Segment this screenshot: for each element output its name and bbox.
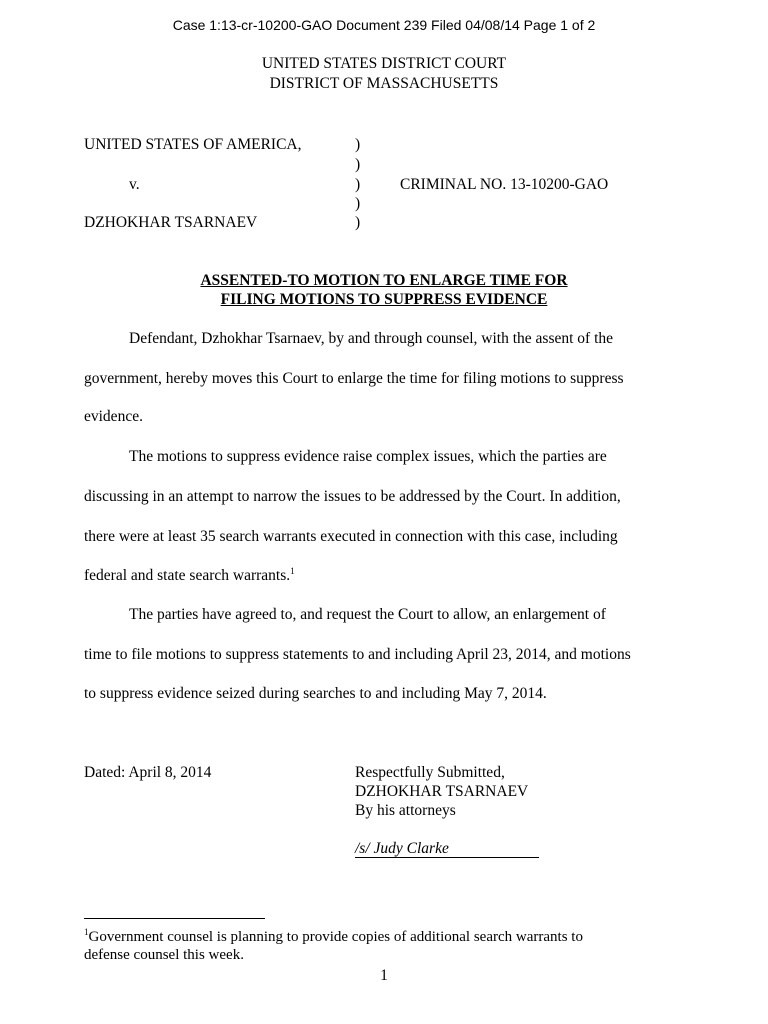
paragraph-3-line: time to file motions to suppress statements to and including April 23, 2014, and motions	[84, 646, 631, 663]
motion-title-line2: FILING MOTIONS TO SUPPRESS EVIDENCE	[220, 291, 548, 308]
paragraph-2-text: federal and state search warrants.	[84, 567, 291, 584]
signature-text: /s/ Judy Clarke	[355, 840, 449, 857]
court-name: UNITED STATES DISTRICT COURT	[261, 55, 507, 72]
signature-party: DZHOKHAR TSARNAEV	[355, 783, 529, 800]
paragraph-3-line: to suppress evidence seized during searches to and including May 7, 2014.	[84, 685, 547, 702]
footnote-line-1	[84, 929, 583, 946]
dated-line: Dated: April 8, 2014	[84, 764, 212, 781]
caption-paren: )	[355, 214, 361, 231]
electronic-signature	[355, 840, 539, 858]
footnote-text: Government counsel is planning to provide copies of additional search warrants to	[88, 929, 583, 945]
paragraph-2-line: discussing in an attempt to narrow the issues to be addressed by the Court. In addition,	[84, 488, 621, 505]
footnote-reference: 1	[290, 565, 295, 576]
footnote-line-2: defense counsel this week.	[84, 947, 244, 963]
case-header: Case 1:13-cr-10200-GAO Document 239 Filed 04/08/14 Page 1 of 2	[172, 17, 596, 33]
signature-attorneys: By his attorneys	[355, 802, 456, 819]
court-district: DISTRICT OF MASSACHUSETTS	[269, 75, 499, 92]
signature-respectfully: Respectfully Submitted,	[355, 764, 505, 781]
caption-defendant: DZHOKHAR TSARNAEV	[84, 214, 258, 231]
caption-paren: )	[355, 176, 361, 193]
paragraph-1-line: evidence.	[84, 408, 143, 425]
motion-title-line1: ASSENTED-TO MOTION TO ENLARGE TIME FOR	[200, 272, 568, 289]
page-number: 1	[380, 967, 388, 984]
paragraph-2-line: there were at least 35 search warrants executed in connection with this case, including	[84, 528, 618, 545]
caption-plaintiff: UNITED STATES OF AMERICA,	[84, 136, 302, 153]
criminal-number: CRIMINAL NO. 13-10200-GAO	[400, 176, 609, 193]
caption-paren: )	[355, 136, 361, 153]
paragraph-2-line: The motions to suppress evidence raise complex issues, which the parties are	[129, 448, 607, 465]
paragraph-1-line: Defendant, Dzhokhar Tsarnaev, by and through counsel, with the assent of the	[129, 330, 614, 347]
caption-paren: )	[355, 156, 361, 173]
paragraph-3-line: The parties have agreed to, and request the Court to allow, an enlargement of	[129, 606, 606, 623]
footnote-divider	[84, 918, 265, 919]
paragraph-2-line-last	[84, 567, 684, 585]
footnote-marker: 1	[84, 927, 89, 937]
paragraph-1-line: government, hereby moves this Court to enlarge the time for filing motions to suppress	[84, 370, 624, 387]
caption-versus: v.	[129, 176, 140, 193]
caption-paren: )	[355, 195, 361, 212]
